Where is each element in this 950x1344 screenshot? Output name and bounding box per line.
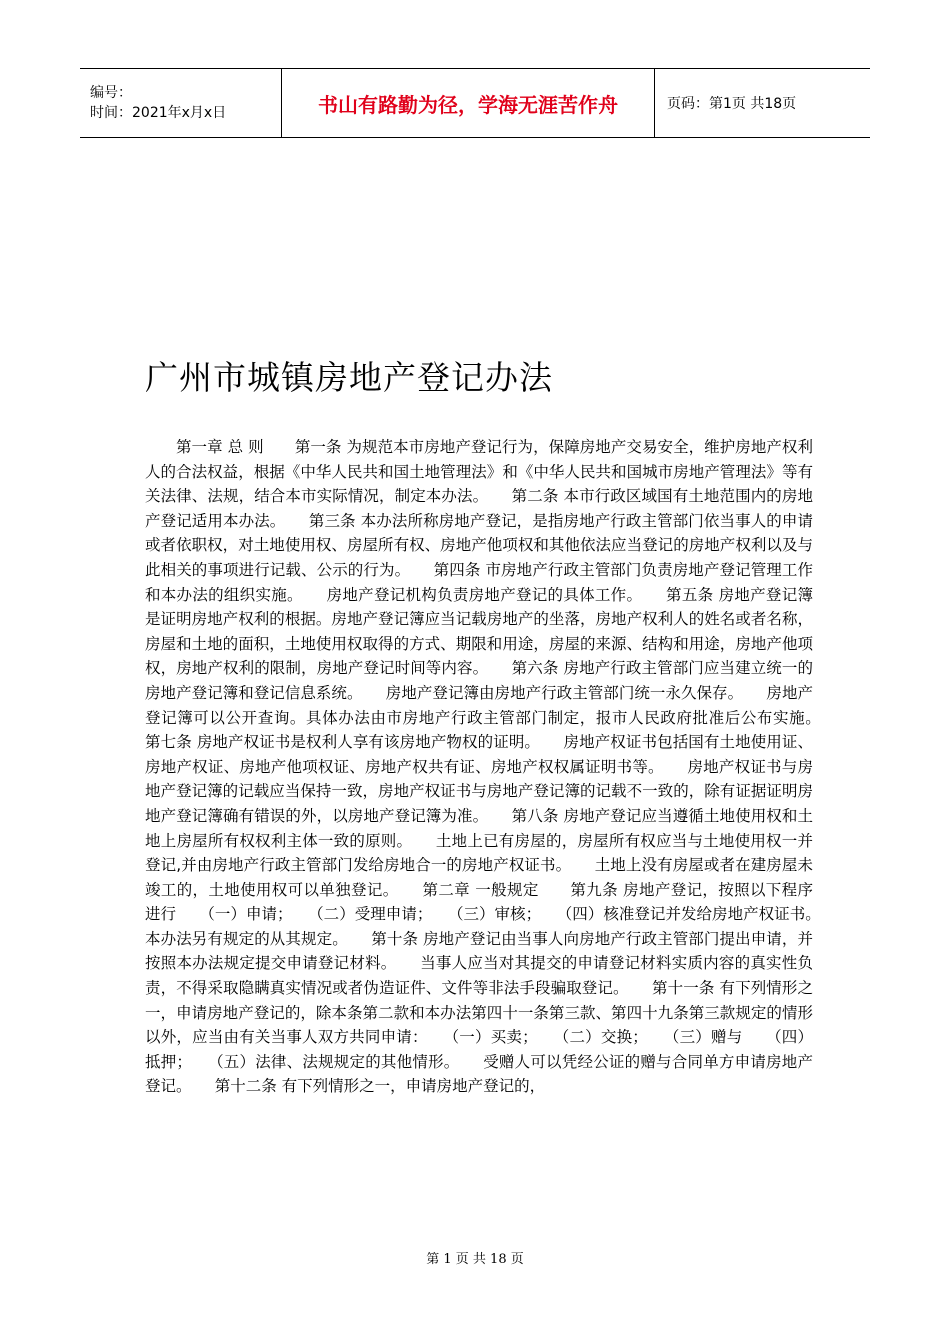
document-title: 广州市城镇房地产登记办法 — [145, 358, 553, 397]
page-header — [80, 68, 870, 138]
header-motto: 书山有路勤为径，学海无涯苦作舟 — [282, 69, 655, 137]
document-time-label: 时间：2021年x月x日 — [90, 105, 227, 121]
header-meta — [80, 69, 282, 137]
page-footer: 第 1 页 共 18 页 — [426, 1252, 524, 1267]
document-body: 第一章 总 则 第一条 为规范本市房地产登记行为，保障房地产交易安全，维护房地产权利人的合法权益，根据《中华人民共和国土地管理法》和《中华人民共和国城市房地产管理法》等有关法律、法规，结合本市实际情况，制定本办法。 第二条 本市行政区域国有土地范围内的房地产登记适用本办法。 第三条 本办法所称房地产登记，是指房地产行政主管部门依当事人的申请或者依职权，对土地使用权、房屋所有权、房地产他项权和其他依法应当登记的房地产权利以及与此相关的事项进行记载、公示的行为。 第四条 市房地产行政主管部门负责房地产登记管理工作和本办法的组织实施。 房地产登记机构负责房地产登记的具体工作。 第五条 房地产登记簿是证明房地产权利的根据。房地产登记簿应当记载房地产的坐落，房地产权利人的姓名或者名称，房屋和土地的面积，土地使用权取得的方式、期限和用途，房屋的来源、结构和用途，房地产他项权，房地产权利的限制，房地产登记时间等内容。 第六条 房地产行政主管部门应当建立统一的房地产登记簿和登记信息系统。 房地产登记簿由房地产行政主管部门统一永久保存。 房地产登记簿可以公开查询。具体办法由市房地产行政主管部门制定，报市人民政府批准后公布实施。 第七条 房地产权证书是权利人享有该房地产物权的证明。 房地产权证书包括国有土地使用证、房地产权证、房地产他项权证、房地产权共有证、房地产权权属证明书等。 房地产权证书与房地产登记簿的记载应当保持一致，房地产权证书与房地产登记簿的记载不一致的，除有证据证明房地产登记簿确有错误的外，以房地产登记簿为准。 第八条 房地产登记应当遵循土地使用权和土地上房屋所有权权利主体一致的原则。 土地上已有房屋的，房屋所有权应当与土地使用权一并登记,并由房地产行政主管部门发给房地合一的房地产权证书。 土地上没有房屋或者在建房屋未竣工的，土地使用权可以单独登记。 第二章 一般规定 第九条 房地产登记，按照以下程序进行 （一）申请； （二）受理申请； （三）审核； （四）核准登记并发给房地产权证书。 本办法另有规定的从其规定。 第十条 房地产登记由当事人向房地产行政主管部门提出申请，并按照本办法规定提交申请登记材料。 当事人应当对其提交的申请登记材料实质内容的真实性负责，不得采取隐瞒真实情况或者伪造证件、文件等非法手段骗取登记。 第十一条 有下列情形之一，申请房地产登记的，除本条第二款和本办法第四十一条第三款、第四十九条第三款规定的情形以外，应当由有关当事人双方共同申请： （一）买卖； （二）交换； （三）赠与 （四）抵押； （五）法律、法规规定的其他情形。 受赠人可以凭经公证的赠与合同单方申请房地产登记。 第十二条 有下列情形之一，申请房地产登记的， — [145, 438, 845, 1096]
header-page-info: 页码：第1页 共18页 — [667, 96, 797, 112]
document-number-label: 编号： — [90, 85, 132, 101]
